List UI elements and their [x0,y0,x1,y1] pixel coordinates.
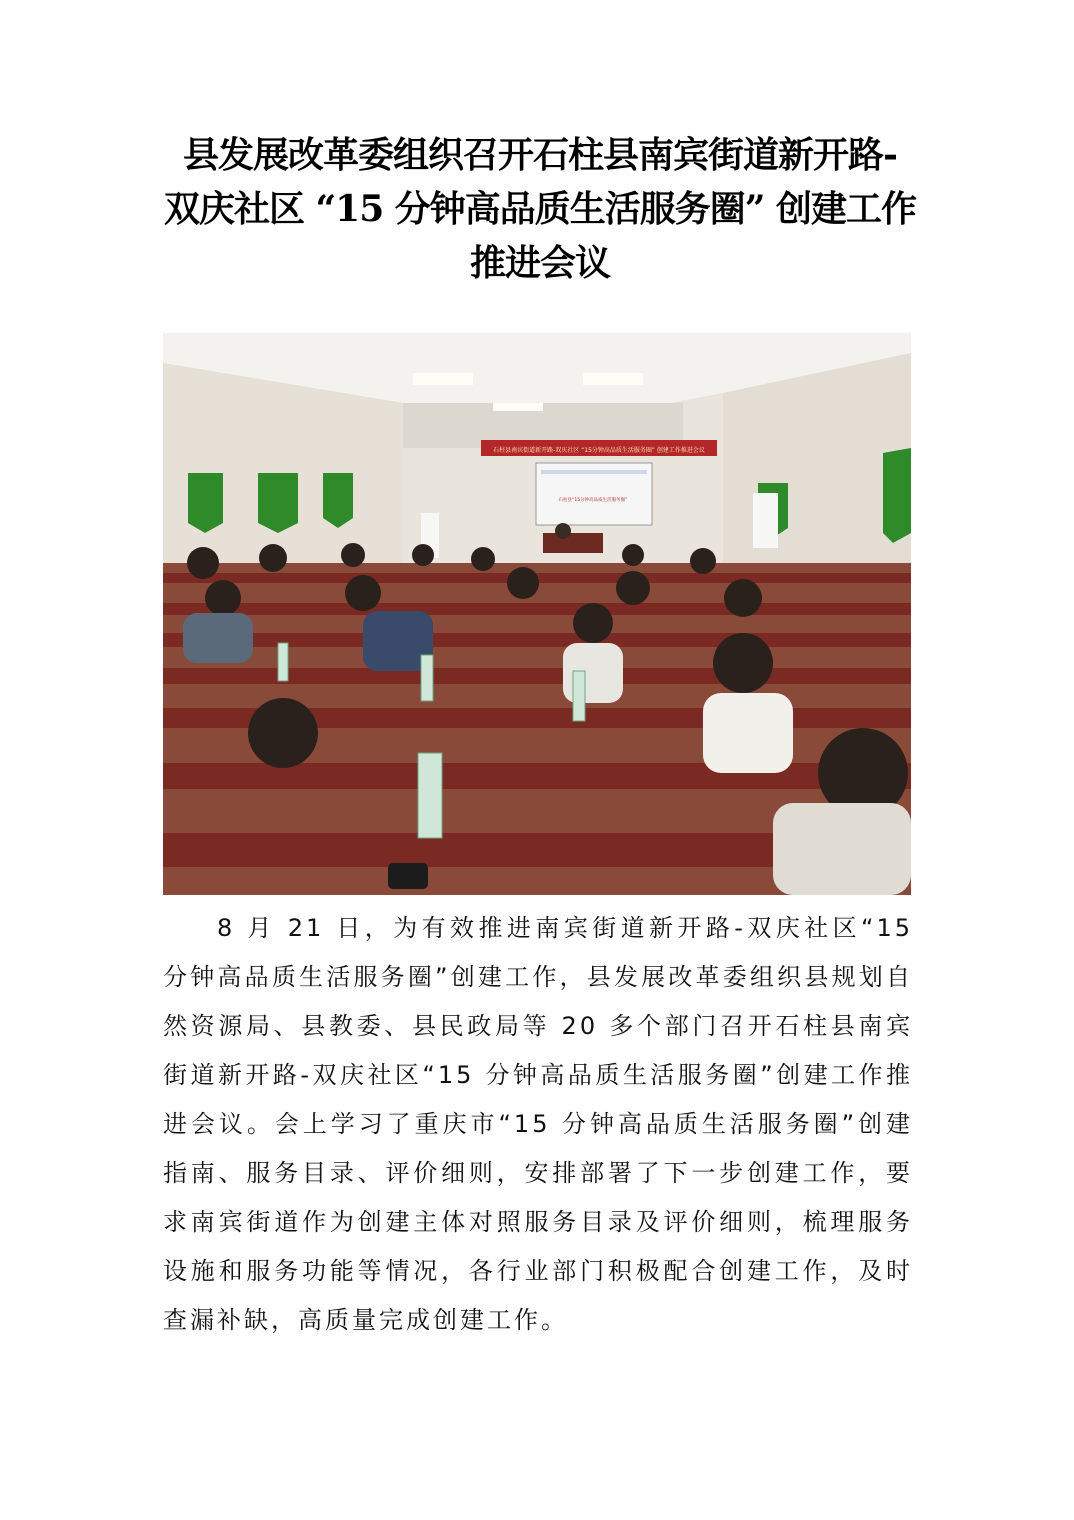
pennant-flag [188,473,223,533]
pennant-flag [258,473,298,533]
podium [543,533,603,553]
title-line-3: 推进会议 [469,242,610,284]
article-body [163,904,913,1345]
article-title [150,128,930,290]
banner-text: 石柱县南宾街道新开路-双庆社区 “15分钟高品质生活服务圈” 创建工作推进会议 [493,447,705,454]
ceiling-light [413,373,473,385]
ceiling-light [493,403,543,411]
phone [388,863,428,889]
air-conditioner [753,493,778,548]
screen-toolbar [541,470,647,474]
body-paragraph: 8 月 21 日，为有效推进南宾街道新开路-双庆社区“15 分钟高品质生活服务圈”创建工作，县发展改革委组织县规划自然资源局、县教委、县民政局等 20 多个部门召开石柱县南宾街道新开路-双庆社区“15 分钟高品质生活服务圈”创建工作推进会议。会上学习了重庆市“15 分钟高品质生活服务圈”创建指南、服务目录、评价细则，安排部署了下一步创建工作，要求南宾街道作为创建主体对照服务目录及评价细则，梳理服务设施和服务功能等情况，各行业部门积极配合创建工作，及时查漏补缺，高质量完成创建工作。 [163,914,913,1334]
title-line-2: 双庆社区 “15 分钟高品质生活服务圈” 创建工作 [163,188,917,230]
meeting-photo [163,333,911,895]
right-wall [723,353,911,583]
ceiling-light [583,373,643,385]
pennant-flag [323,473,353,528]
pennant-flag [883,448,911,543]
screen-text: 石柱县“15分钟高品质生活服务圈” [558,498,628,503]
title-line-1: 县发展改革委组织召开石柱县南宾街道新开路- [183,134,897,176]
meeting-photo-illustration [163,333,911,895]
speaker [555,523,571,539]
